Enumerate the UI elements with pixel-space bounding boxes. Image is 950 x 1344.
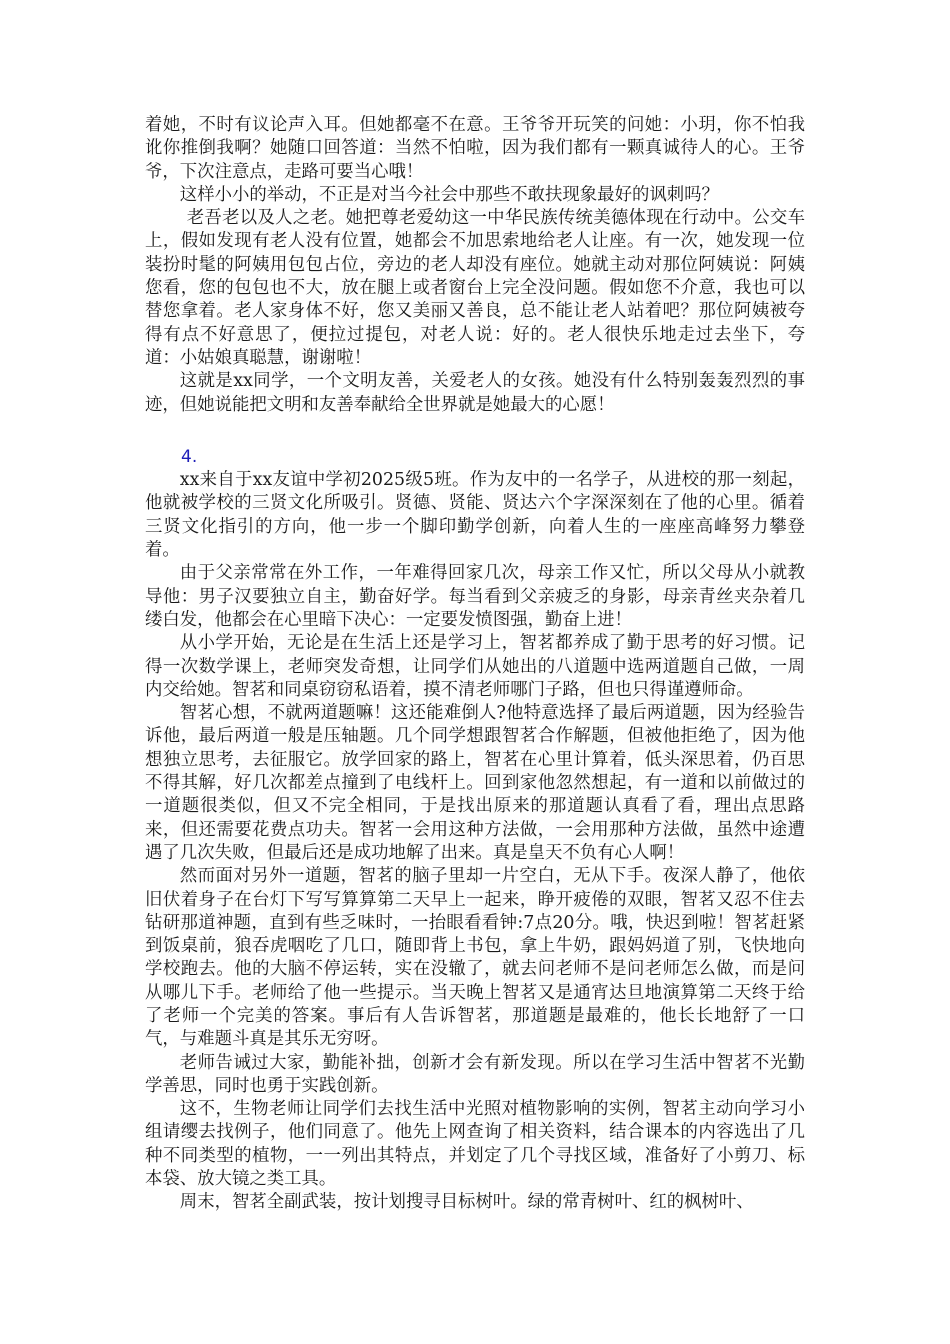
paragraph: 从小学开始，无论是在生活上还是学习上，智茗都养成了勤于思考的好习惯。记得一次数学课上，老师突发奇想，让同学们从她出的八道题中选两道题自己做，一周内交给她。智茗和同桌窃窃私语着，摸不清老师哪门子路，但也只得谨遵师命。 — [145, 633, 805, 700]
paragraph: xx来自于xx友谊中学初2025级5班。作为友中的一名学子，从进校的那一刻起，他就被学校的三贤文化所吸引。贤德、贤能、贤达六个字深深刻在了他的心里。循着三贤文化指引的方向，他一步一个脚印勤学创新，向着人生的一座座高峰努力攀登着。 — [145, 470, 805, 561]
paragraph: 老吾老以及人之老。她把尊老爱幼这一中华民族传统美德体现在行动中。公交车上，假如发现有老人没有位置，她都会不加思索地给老人让座。有一次，她发现一位装扮时髦的阿姨用包包占位，旁边的老人却没有座位。她就主动对那位阿姨说：阿姨您看，您的包包也不大，放在腿上或者窗台上完全没问题。假如您不介意，我也可以替您拿着。老人家身体不好，您又美丽又善良，总不能让老人站着吧？那位阿姨被夸得有点不好意思了，便拉过提包，对老人说：好的。老人很快乐地走过去坐下，夸道：小姑娘真聪慧，谢谢啦！ — [145, 208, 805, 368]
paragraph: 智茗心想，不就两道题嘛！这还能难倒人?他特意选择了最后两道题，因为经验告诉他，最后两道一般是压轴题。几个同学想跟智茗合作解题，但被他拒绝了，因为他想独立思考，去征服它。放学回家的路上，智茗在心里计算着，低头深思着，仍百思不得其解，好几次都差点撞到了电线杆上。回到家他忽然想起，有一道和以前做过的一道题很类似，但又不完全相同，于是找出原来的那道题认真看了看，理出点思路来，但还需要花费点功夫。智茗一会用这种方法做，一会用那种方法做，虽然中途遭遇了几次失败，但最后还是成功地解了出来。真是皇天不负有心人啊！ — [145, 703, 805, 863]
section-number: 4. — [181, 446, 198, 467]
paragraph: 这就是xx同学，一个文明友善，关爱老人的女孩。她没有什么特别轰轰烈烈的事迹，但她说能把文明和友善奉献给全世界就是她最大的心愿！ — [145, 371, 805, 415]
document-body — [145, 114, 805, 1215]
paragraph: 周末，智茗全副武装，按计划搜寻目标树叶。绿的常青树叶、红的枫树叶、 — [179, 1192, 754, 1213]
paragraph-continuation: 着她，不时有议论声入耳。但她都毫不在意。王爷爷开玩笑的问她：小玥，你不怕我讹你推倒我啊？她随口回答道：当然不怕啦，因为我们都有一颗真诚待人的心。王爷爷，下次注意点，走路可要当心哦！ — [145, 115, 805, 182]
paragraph: 这样小小的举动，不正是对当今社会中那些不敢扶现象最好的讽刺吗？ — [179, 184, 719, 205]
paragraph: 然而面对另外一道题，智茗的脑子里却一片空白，无从下手。夜深人静了，他依旧伏着身子在台灯下写写算算第二天早上一起来，睁开疲倦的双眼，智茗又忍不住去钻研那道神题，直到有些乏味时，一抬眼看看钟:7点20分。哦，快迟到啦！智茗赶紧到饭桌前，狼吞虎咽吃了几口，随即背上书包，拿上牛奶，跟妈妈道了别，飞快地向学校跑去。他的大脑不停运转，实在没辙了，就去问老师不是问老师怎么做，而是问从哪儿下手。老师给了他一些提示。当天晚上智茗又是通宵达旦地演算第二天终于给了老师一个完美的答案。事后有人告诉智茗，那道题是最难的，他长长地舒了一口气，与难题斗真是其乐无穷呀。 — [145, 866, 805, 1050]
paragraph: 老师告诫过大家，勤能补拙，创新才会有新发现。所以在学习生活中智茗不光勤学善思，同时也勇于实践创新。 — [145, 1052, 805, 1096]
paragraph: 这不，生物老师让同学们去找生活中光照对植物影响的实例，智茗主动向学习小组请缨去找例子，他们同意了。他先上网查询了相关资料，结合课本的内容选出了几种不同类型的植物，一一列出其特点，并划定了几个寻找区域，准备好了小剪刀、标本袋、放大镜之类工具。 — [145, 1099, 805, 1190]
paragraph: 由于父亲常常在外工作，一年难得回家几次，母亲工作又忙，所以父母从小就教导他：男子汉要独立自主，勤奋好学。每当看到父亲疲乏的身影，母亲青丝夹杂着几缕白发，他都会在心里暗下决心：一定要发愤图强，勤奋上进！ — [145, 563, 805, 630]
